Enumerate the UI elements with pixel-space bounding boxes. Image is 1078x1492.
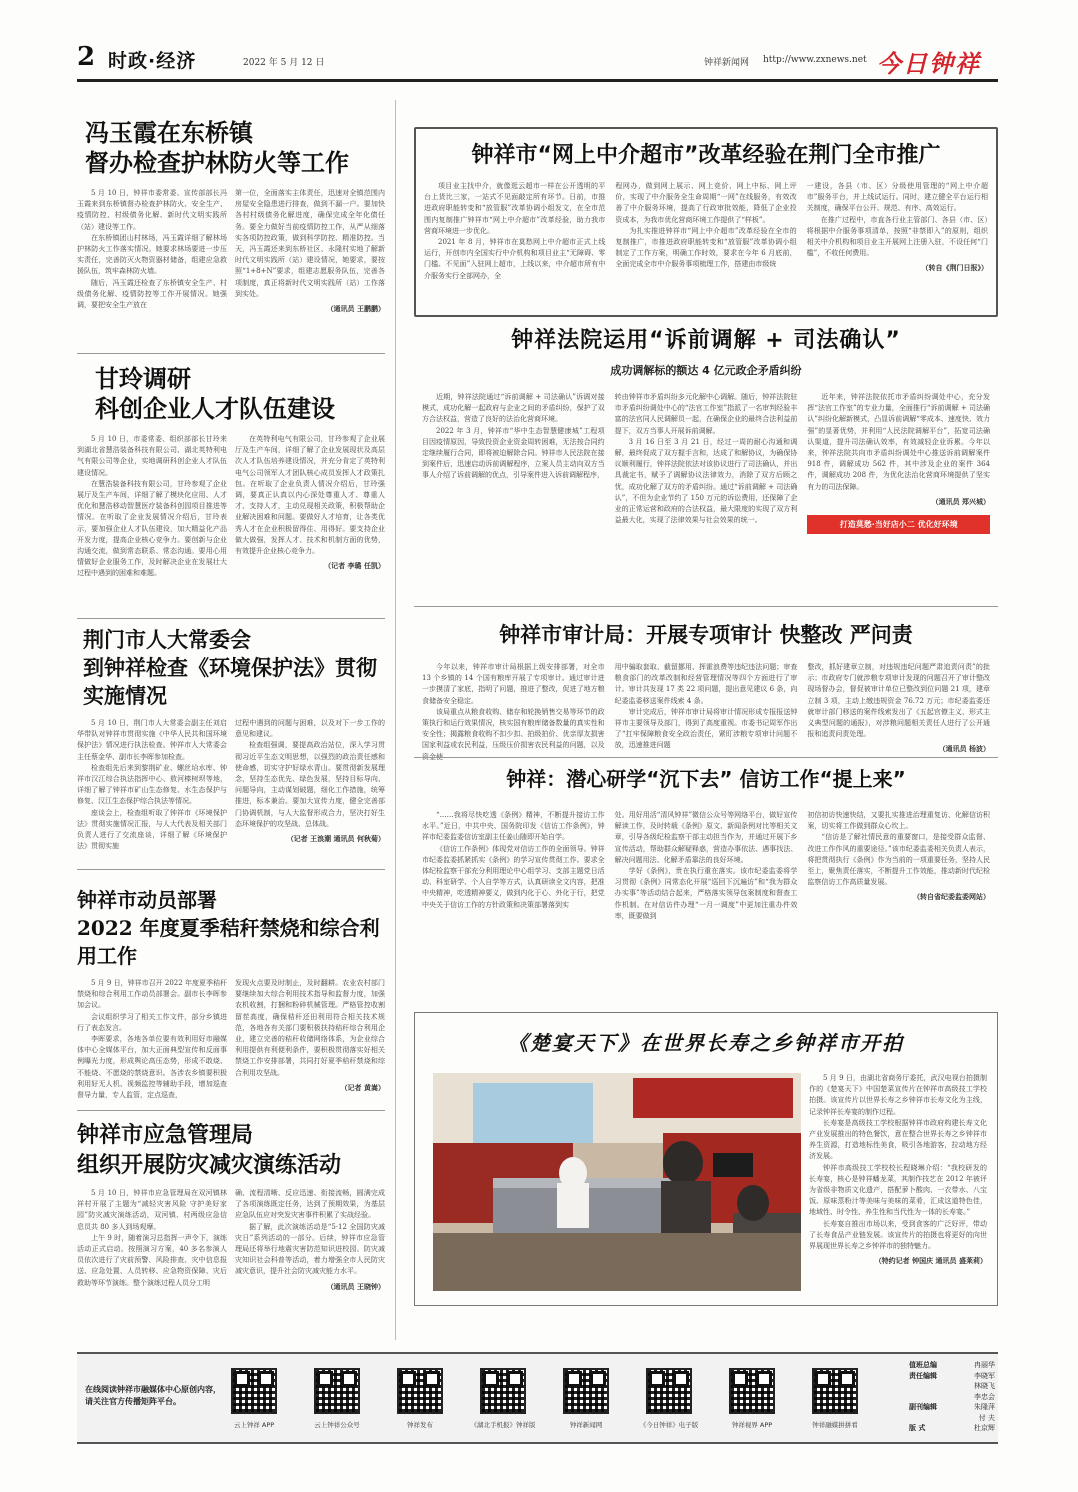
divider: [77, 353, 385, 354]
paragraph: 处。用好用活“清风钟祥”微信公众号等网络平台，做好宣传解读工作，及时转载《条例》原文、新闻条例对比等相关文章，引导各级纪检监察干部主动担当作为，并通过开展下乡宣传活动，帮助群众解疑释惑，营造办事依法、遇事找法、解决问题用法、化解矛盾靠法的良好环境。: [614, 811, 798, 864]
paragraph: 钟祥市高级技工学校校长程晓琳介绍：“我校研发的长寿宴，核心是钟祥蟠龙菜，其制作技艺在 2012 年被评为省级非物质文化遗产，搭配萝卜酸肉、一衣带水、八宝饭、原味蒸粉汁等美味与美味的菜肴，汇成这道特色佳，地域性、时令性、养生性和当代性为一体的长寿宴。”: [809, 1163, 987, 1217]
qr-code[interactable]: [563, 1368, 609, 1414]
paragraph: 在英特利电气有限公司，甘玲参观了企业展厅及生产车间，详细了解了企业发展现状及高层次人才队伍培养建设情况，并充分肯定了英特利电气公司领军人才团队核心成员发挥人才政策扎包。在听取了企业负责人情况介绍后，甘玲强调，要真正认真以内心深处尊重人才、尊重人才、支持人才，主动兑现相关政策，积极帮助企业解决困难和问题。要做好人才培育，让各类优秀人才在企业积极留得住、用得好。要支持企业做大做强，发挥人才、技术和机制方面的优势，有效提升企业核心竞争力。: [235, 435, 385, 556]
qr-label: 钟祥新闻网: [569, 1421, 603, 1429]
qr-code[interactable]: [397, 1368, 443, 1414]
headline-line1: 荆门市人大常委会: [83, 627, 251, 652]
paragraph: 在慧浩装备科技有限公司，甘玲参观了企业展厅及生产车间，详细了解了模块化应用、人才优化和慧浩移动智慧医疗装备科创园项目推进等情况。在听取了企业发展情况介绍后，甘玲表示，要加强企业人才队伍建设，加大精益化产品开发力度，提高企业核心竞争力。要创新与企业沟通交流，做到常态联系、常态沟通。要用心用情做好企业服务工作，及时解决企业在发展壮大过程中遇到的困难和难题。: [77, 479, 227, 578]
paragraph: 5 月 10 日，钟祥市委常委、宣传部部长冯玉霞来到东桥镇督办检查护林防火、安全生产、疫情防控、村级债务化解、新时代文明实践所（站）建设等工作。: [77, 189, 227, 231]
byline: （记者 王浪潮 通讯员 何秋菊）: [286, 834, 385, 844]
byline: （转自省纪委监委网站）: [913, 892, 991, 902]
byline: （通讯员 王晓钟）: [326, 1281, 385, 1291]
paragraph: 一建设，各县（市、区）分级使用管理的“网上中介超市”服务平台，并上线试运行。同时，建立健全平台运行相关制度，确保平台公开、规范、有序、高效运行。: [806, 182, 988, 213]
headline-line1: 甘玲调研: [95, 364, 191, 393]
section-name: 时政·经济: [108, 50, 197, 72]
byline: （通讯员 王鹏鹏）: [326, 304, 385, 314]
byline: （通讯员 郑兴城）: [931, 496, 991, 506]
paragraph: 5 月 10 日，钟祥市应急管理局在双河镇林祥村开展了主题为“减轻灾害风险 守护美好家园”防灾减灾演练活动，双河镇、村两级应急信息员共 80 多人到场观摩。: [77, 1189, 227, 1231]
byline: （记者 李璐 任凯）: [324, 561, 385, 571]
qr-code[interactable]: [729, 1368, 775, 1414]
headline: 钟祥法院运用“诉前调解 + 司法确认”: [511, 328, 901, 353]
headline-line1: 冯玉霞在东桥镇: [85, 118, 253, 147]
slogan-banner: 打造莫愁·当好店小二 优化好环境: [807, 515, 990, 534]
paragraph: 检查组先后来到黎荆矿业、螺丝坮水库、钟祥市汉江综合执法指挥中心、敖河榛树坝等地，详细了解了钟祥市矿山生态修复、水生态保护与修复、汉江生态保护综合执法等情况。: [77, 763, 227, 806]
headline-line2: 组织开展防灾减灾演练活动: [77, 1152, 342, 1178]
paragraph: 随后，冯玉霞还检查了东桥镇安全生产、村级债务化解、疫情防控等工作开展情况。她强调，要把安全生产放在: [77, 278, 227, 310]
qr-code[interactable]: [314, 1368, 360, 1414]
paragraph: 2022 年 3 月，钟祥市“华中生态智慧健康城”工程项目因疫情原因，导致投资企业资金周转困难，无法按合同约定继续履行合同，即将被迫解除合同。钟祥市人民法院在接到案件后，迅速启动诉前调解程序，立案人员主动向双方当事人介绍了诉前调解的优点，引导案件进入诉前调解程序，: [422, 426, 605, 480]
paragraph: 整改，抓好建章立制，对违规违纪问题严肃追责问责”的批示；市政府专门就涉粮专项审计发现的问题召开了审计整改现场督办会，督促被审计单位已整改到位问题 21 项，建章立制 3 项，主动上缴违规资金 76.72 万元；市纪委监委还就审计部门移送的案件线索发出了《五起官僚主义、形式主义典型问题的通报》，对涉粮问题相关责任人进行了公开通报和追责问责处理。: [807, 663, 991, 739]
qr-label: 钟祥融媒拼拼看: [812, 1421, 858, 1429]
paragraph: 长寿宴是高级技工学校根据钟祥市政府构建长寿文化产业发展推出的特色餐饮，意在整合世界长寿之乡钟祥市养生资源，打造地标性美食，吸引各地游客，拉动地方经济发展。: [809, 1118, 987, 1161]
paragraph: 近年来，钟祥法院依托市矛盾纠纷调处中心，充分发挥“法官工作室”的专业力量，全面推行“诉前调解 + 司法确认”纠纷化解新模式，凸显诉前调解“零成本、速度快、效力强”的显著优势，并利用“人民法院调解平台”，拓宽司法确认渠道，提升司法确认效率，有效减轻企业诉累。今年以来，钟祥法院共向市矛盾纠纷调处中心推送诉前调解案件 918 件，调解成功 562 件，其中涉及企业的案件 364 件，调解成功 208 件，为优化法治化营商环境提供了坚实有力的司法保障。: [807, 393, 991, 491]
paragraph: 5 月 9 日，钟祥市召开 2022 年度夏季秸秆禁烧和综合利用工作动员部署会。副市长李晖参加会议。: [77, 979, 227, 1010]
paragraph: 近期，钟祥法院通过“诉前调解 + 司法确认”诉调对接模式，成功化解一起政府与企业之间的矛盾纠纷，保护了双方合法权益，营造了良好的法治化营商环境。: [422, 393, 605, 424]
paragraph: 为扎实推进钟祥市“网上中介超市”改革经验在全市的复制推广，市推进政府职能转变和“放管服”改革协调小组制定了工作方案，明确工作时效，要求在今年 6 月底前，全面完成全市中介服务事项梳理工作，搭建由市级统: [615, 226, 797, 269]
paragraph: 长寿宴自推出市场以来，受到食客的广泛好评，带动了长寿食品产业链发展。该宣传片的拍摄也将更好的向世界展现世界长寿之乡钟祥市的独特魅力。: [809, 1219, 987, 1251]
byline: （转自《荆门日报》）: [921, 263, 988, 273]
credit-name: 李忠会: [974, 1392, 995, 1401]
credit-role: 版 式: [909, 1424, 926, 1432]
credit-name: 朱隆萍: [974, 1403, 995, 1411]
article-env-law: [77, 626, 385, 852]
qr-code[interactable]: [646, 1368, 692, 1414]
paragraph: 5 月 10 日，荆门市人大常委会副主任刘启华带队对钟祥市贯彻实施《中华人民共和国环境保护法》情况进行执法检查。钟祥市人大常委会主任蔡金华、副市长李晖参加检查。: [77, 719, 227, 761]
divider: [414, 757, 998, 758]
site-name: 钟祥新闻网: [704, 58, 750, 68]
paragraph: 项目业主找中介，就像逛云超市一样在公开透明的平台上货比三家，一站式不见面敲定所有环节。日前，市推进政府职能转变和“放管服”改革协调小组发文，在全市范围内复制推广钟祥市“网上中介超市”改革经验，助力我市营商环境进一步优化。: [424, 182, 606, 235]
credit-role: 值班总编: [909, 1361, 937, 1369]
paragraph: 《信访工作条例》体现党对信访工作的全面领导。钟祥市纪委监委抓紧抓实《条例》的学习宣传贯彻工作。要求全体纪检监察干部充分利用理论中心组学习、支部主题党日活动、科室研学、个人自学等方式，认真研读全文内容，把准中央精神，吃透精神要义，做到内化于心、外化于行，把党中央关于信访工作的方针政策和决策部署落到实: [422, 844, 605, 909]
paragraph: 2021 年 8 月，钟祥市在莫愁网上中介超市正式上线运行，开创市内全国实行中介机构和项目业主“无障碍、零门槛、不见面”入驻网上超市，上线以来，中介超市所有中介服务实行全部网办，全: [424, 238, 606, 280]
newspaper-logo: 今日钟祥: [877, 49, 981, 78]
paragraph: 确、流程清晰、反应迅速、衔接流畅，圆满完成了各项演练既定任务，达到了预期效果，为基层应急队伍应对突发灾害事件积累了实战经验。: [235, 1189, 385, 1220]
paragraph: 会议组织学习了相关工作文件，部分乡镇进行了表态发言。: [77, 1012, 227, 1032]
qr-label: 《湖北手机报》钟祥版: [470, 1421, 536, 1429]
paragraph: 据了解，此次演练活动是“5·12 全国防灾减灾日”系列活动的一部分。后续，钟祥市应急管理局还将举行地震灾害防范知识进校园、防灾减灾知识社会科普等活动，着力增强全市人民防灾减灾意识，提升社会防灾减灾能力水平。: [235, 1222, 385, 1276]
article-audit: [414, 614, 998, 763]
qr-label: 钟祥发布: [407, 1421, 433, 1429]
paragraph: 审计完成后，钟祥市审计局将审计情况形成专报报送钟祥市主要领导及部门，得到了高度重视。市委书记周军作出了“扛牢保障粮食安全政治责任，紧盯涉粮专项审计问题不放，迅速推进问题: [614, 707, 798, 750]
qr-label: 云上钟祥公众号: [314, 1421, 360, 1429]
subheadline: 成功调解标的额达 4 亿元政企矛盾纠纷: [610, 364, 802, 377]
headline-line2: 督办检查护林防火等工作: [85, 148, 349, 177]
paragraph: 初信初访快速快结，又要扎实推进治理重复访、化解信访积案，切实将工作做到群众心坎上。: [807, 811, 991, 831]
divider: [414, 606, 998, 607]
headline-line1: 钟祥市应急管理局: [77, 1122, 254, 1148]
credit-name: 李晓军: [974, 1371, 995, 1380]
paragraph: 检查组强调，要提高政治站位，深入学习贯彻习近平生态文明思想，以强烈的政治责任感和使命感，切实守护好绿水青山。要贯彻新发展理念，坚持生态优先、绿色发展，坚持目标导向、问题导向，主动谋划破题，细化工作措施，统筹推进，标本兼治。要加大宣传力度，健全完善部门协调机制，与人大监督形成合力，坚决打好生态环境保护的攻坚战、总体战。: [235, 741, 385, 828]
paragraph: 5 月 10 日，市委常委、组织部部长甘玲来到湖北省慧浩装备科技有限公司、湖北英特利电气有限公司等企业，实地调研科创企业人才队伍建设情况。: [77, 435, 227, 477]
headline-line2: 到钟祥检查《环境保护法》贯彻实施情况: [83, 655, 377, 708]
byline: （特约记者 钟国庆 通讯员 盛莱莉）: [874, 1256, 987, 1266]
credit-name: 杜京辉: [974, 1424, 995, 1432]
byline: （通讯员 杨波）: [938, 744, 991, 754]
qr-code[interactable]: [812, 1368, 858, 1414]
page-number: 2: [77, 42, 96, 72]
paragraph: 该局重点从粮食收购、储存和轮换销售交易等环节的政策执行和运行效果情况，核实国有粮库储备数量的真实性和安全性；揭露粮食收购不扣少扣、拍级拍价、优亲厚友损害国家利益或农民利益，压级压价损害农民利益的问题，以及: [422, 707, 605, 750]
headline-line2: 2022 年度夏季秸秆禁烧和综合利用工作: [77, 916, 380, 968]
credit-role: 责任编辑: [909, 1371, 937, 1380]
divider: [77, 1110, 385, 1111]
masthead: [0, 0, 1078, 82]
article-gan-ling: [77, 364, 385, 580]
article-disaster-drill: [77, 1120, 385, 1292]
article-longevity-feast: [414, 1012, 998, 1306]
paragraph: 过程中遇到的问题与困难，以及对下一步工作的意见和建议。: [235, 719, 385, 739]
qr-code[interactable]: [480, 1368, 526, 1414]
headline: 钟祥市审计局：开展专项审计 快整改 严问责: [499, 623, 913, 647]
paragraph: 在推广过程中，市直各行业主管部门、各县（市、区）将根据中介服务事项清单，按照“非禁即入”的原则，组织相关中介机构和项目业主开展网上注册入驻，不设任何“门槛”，不收任何费用。: [806, 215, 988, 258]
paragraph: 上午 9 时，随着演习总指挥一声令下，演练活动正式启动。按照演习方案，40 多名参演人员依次进行了灾前预警、风险排查、灾中信息报送、应急处置、人员转移、应急物资保障、灾后救助等环节演练。整个演练过程人员分工明: [77, 1233, 227, 1287]
article-feng-yuxia: [77, 118, 385, 314]
divider: [77, 869, 385, 870]
paragraph: 学好《条例》，贵在执行重在落实。该市纪委监委将学习贯彻《条例》同常态化开展“巡回下沉遍访”和“我为群众办实事”等活动结合起来，严格落实领导包案制度和督查工作机制。在对信访件办理“一月一调度”中更加注重办件效率，既要做到: [614, 867, 798, 920]
paragraph: 程网办，做到网上展示、网上竞价、网上中标、网上评价，实现了中介服务全生命周期“一网”在线服务，有效改善了中介服务环境，提高了行政审批效能，降低了企业投资成本，为我市优化营商环境工作提供了“样板”。: [615, 182, 797, 224]
paragraph: 发现火点要及时制止，及时翻耕。农业农村部门要继续加大综合利用技术指导和监督力度，加强农机收割，打捆和粉碎机械管理。严格管控收割留茬高度，确保秸秆还田利用符合相关技术规范，各地各有关部门要积极扶持秸秆综合利用企业，建立完善的秸秆收储网络体系，为企业综合利用提供有利便利条件，要积极贯彻落实好相关禁烧工作安排部署，共同打好夏季秸秆禁烧和综合利用攻坚战。: [235, 979, 385, 1077]
credit-role: 副刊编辑: [909, 1403, 937, 1411]
paragraph: 5 月 9 日，由湖北省商务厅委托，武汉电视台拍摄制作的《楚宴天下》中国楚菜宣传片在钟祥市高级技工学校拍摄。该宣传片以世界长寿之乡钟祥市长寿文化为主线，记录钟祥长寿宴的制作过程。: [809, 1074, 987, 1116]
qr-label: 《今日钟祥》电子版: [639, 1421, 699, 1429]
paragraph: 在东桥镇团山村林场，冯玉霞详细了解林场护林防火工作落实情况。她要求林场要进一步压实责任，完善防灭火物资器材储备，组建应急救援队伍，筑牢森林防火墙。: [77, 233, 227, 276]
article-petition: [414, 760, 998, 922]
paragraph: 今年以来，钟祥市审计局根据上级安排部署，对全市 13 个乡镇的 14 个国有粮库开展了专项审计。通过审计进一步摸清了家底，指明了问题，推进了整改，促进了地方粮食储备安全稳定。: [422, 663, 605, 705]
credit-name: 付 夫: [978, 1413, 995, 1422]
headline-line2: 科创企业人才队伍建设: [95, 394, 335, 423]
article-court-mediation: [414, 318, 998, 534]
divider: [77, 618, 385, 619]
paragraph: “信访是了解社情民意的重要窗口，是接受群众监督、改进工作作风的重要途径。”该市纪委监委相关负责人表示，将把贯彻执行《条例》作为当前的一项重要任务，坚持人民至上，聚焦责任落实，不断提升工作效能，推动新时代纪检监察信访工作高质量发展。: [807, 833, 991, 887]
article-straw-burning: [77, 886, 385, 1101]
column-divider: [395, 100, 396, 1340]
paragraph: 座谈会上，检查组听取了钟祥市《环境保护法》贯彻实施情况汇报，与人大代表及相关部门负责人进行了交流座谈，详细了解《环境保护法》贯彻实施: [77, 808, 227, 851]
headline: 钟祥：潜心研学“沉下去” 信访工作“提上来”: [506, 767, 906, 791]
paragraph: “……我将尽快吃透《条例》精神，不断提升接访工作水平。”近日，中共中央、国务院印发《信访工作条例》，钟祥市纪委监委信访室副主任姜山随即开始自学。: [422, 811, 605, 842]
kitchen-filming-photo: [433, 1073, 801, 1291]
site-url[interactable]: http://www.zxnews.net: [763, 55, 867, 65]
headline: 钟祥市“网上中介超市”改革经验在荆门全市推广: [471, 143, 941, 168]
news-photo: [433, 1073, 801, 1291]
qr-code[interactable]: [231, 1368, 277, 1414]
article-intermediary-market: [414, 127, 998, 317]
qr-label: 云上钟祥 APP: [233, 1421, 275, 1429]
byline: （记者 黄嵩）: [340, 1082, 385, 1092]
footer-promo: 在线阅读钟祥市融媒体中心原创内容，请关注官方传播矩阵平台。: [85, 1385, 221, 1406]
staff-credits: [909, 1360, 995, 1434]
headline: 《楚宴天下》在世界长寿之乡钟祥市开拍: [508, 1031, 904, 1055]
masthead-rule: [77, 79, 998, 82]
credit-name: 冉丽华: [974, 1361, 995, 1369]
qr-label: 钟祥视界 APP: [731, 1421, 773, 1429]
credit-name: 林晓飞: [974, 1382, 995, 1390]
paragraph: 第一位，全面落实主体责任，迅速对全镇范围内房屋安全隐患进行排查，做到不漏一户。要加快各村村级债务化解进度，确保完成全年化债任务。要全力做好当前疫情防控工作，从严从细落实各项防控政策，做到科学防控、精准防控。当天，冯玉霞还来到东桥社区、永隆村实地了解新时代文明实践所（站）建设情况，她要求，要按照“1+8+N”要求，组建志愿服务队伍，完善各项制度，真正将新时代文明实践所（站）工作落到实处。: [235, 189, 385, 298]
issue-date: 2022 年 5 月 12 日: [243, 58, 325, 68]
paragraph: 3 月 16 日至 3 月 21 日，经过一周的耐心沟通和调解，最终促成了双方握手言和，达成了和解协议，为确保协议顺利履行，钟祥法院依法对该协议进行了司法确认，并出具裁定书，赋予了调解协议法律效力，消除了双方后顾之忧，成功化解了双方的矛盾纠纷。通过“诉前调解 + 司法确认”，不但为企业节约了 150 万元的诉讼费用，还保障了企业的正常运营和政府的合法权益，最大限度的实现了双方利益最大化，实现了法律效果与社会效果的统一。: [614, 437, 798, 525]
headline-line1: 钟祥市动员部署: [77, 888, 217, 912]
paragraph: 转由钟祥市矛盾纠纷多元化解中心调解。随后，钟祥法院驻市矛盾纠纷调处中心的“法官工作室”指派了一名审判经验丰富的法官同人民调解员一起，在确保企业的最终合法利益前提下，双方当事人开展诉前调解。: [614, 393, 798, 435]
paragraph: 用中骗取套取、截留挪用、挥霍浪费等违纪违法问题；审查粮食部门的改革改制和经营管理情况等四个方面进行了审计。审计共发现 17 类 22 项问题，提出意见建议 6 条，向纪委监委移送案件线索 4 条。: [614, 663, 798, 705]
footer-bar: [77, 1352, 998, 1444]
paragraph: 李晖要求，各地各单位要有效利用好市融媒体中心全媒体平台，加大正面典型宣传和反面事例曝光力度，形成舆论高压态势，形成不敢烧、不能烧、不愿烧的禁烧意识。各涉农乡镇要积极利用好无人机、视频监控等辅助手段，增加巡查督导力量，专人监管，定点巡查，: [77, 1035, 227, 1100]
